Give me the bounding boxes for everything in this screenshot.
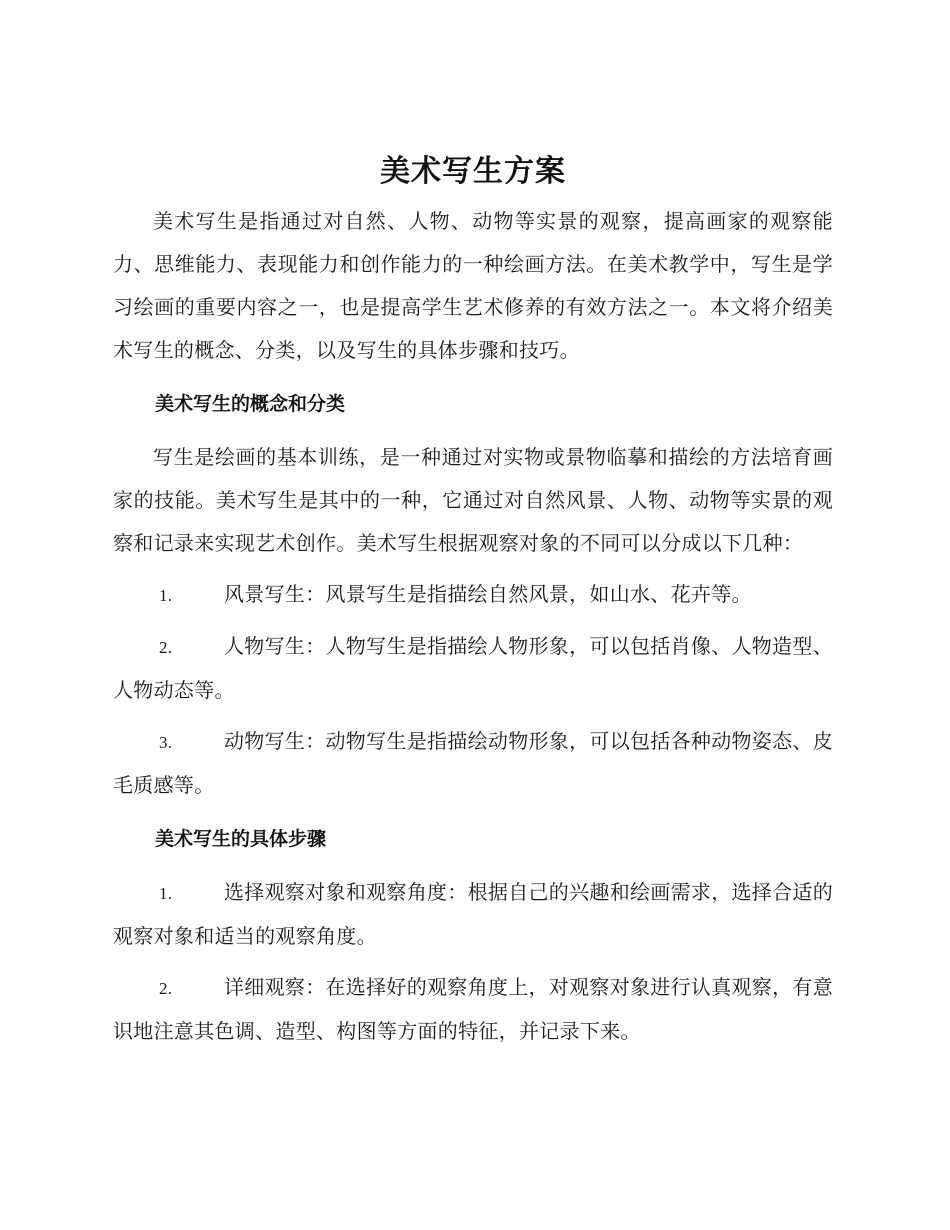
list-number: 2. <box>159 979 173 998</box>
list-text: 详细观察：在选择好的观察角度上，对观察对象进行认真观察，有意识地注意其色调、造型、构图等方面的特征，并记录下来。 <box>113 975 833 1043</box>
list-item <box>113 625 833 712</box>
list-item <box>113 871 833 958</box>
list-text: 人物写生：人物写生是指描绘人物形象，可以包括肖像、人物造型、人物动态等。 <box>113 634 833 702</box>
list-number: 1. <box>159 884 173 903</box>
section-heading-steps: 美术写生的具体步骤 <box>155 828 327 850</box>
list-item <box>113 573 833 617</box>
intro-paragraph: 美术写生是指通过对自然、人物、动物等实景的观察，提高画家的观察能力、思维能力、表现能力和创作能力的一种绘画方法。在美术教学中，写生是学习绘画的重要内容之一，也是提高学生艺术修养的有效方法之一。本文将介绍美术写生的概念、分类，以及写生的具体步骤和技巧。 <box>113 209 833 362</box>
list-item <box>113 966 833 1053</box>
document-title: 美术写生方案 <box>380 154 566 189</box>
list-item <box>113 720 833 807</box>
list-number: 3. <box>159 733 173 752</box>
section-heading-concept: 美术写生的概念和分类 <box>155 393 346 415</box>
list-text: 风景写生：风景写生是指描绘自然风景，如山水、花卉等。 <box>224 582 752 606</box>
list-number: 1. <box>159 586 173 605</box>
list-number: 2. <box>159 638 173 657</box>
concept-paragraph: 写生是绘画的基本训练，是一种通过对实物或景物临摹和描绘的方法培育画家的技能。美术写生是其中的一种，它通过对自然风景、人物、动物等实景的观察和记录来实现艺术创作。美术写生根据观察对象的不同可以分成以下几种： <box>113 445 833 555</box>
list-text: 动物写生：动物写生是指描绘动物形象，可以包括各种动物姿态、皮毛质感等。 <box>113 729 833 797</box>
document-page <box>113 150 833 1061</box>
list-text: 选择观察对象和观察角度：根据自己的兴趣和绘画需求，选择合适的观察对象和适当的观察角度。 <box>113 880 833 948</box>
